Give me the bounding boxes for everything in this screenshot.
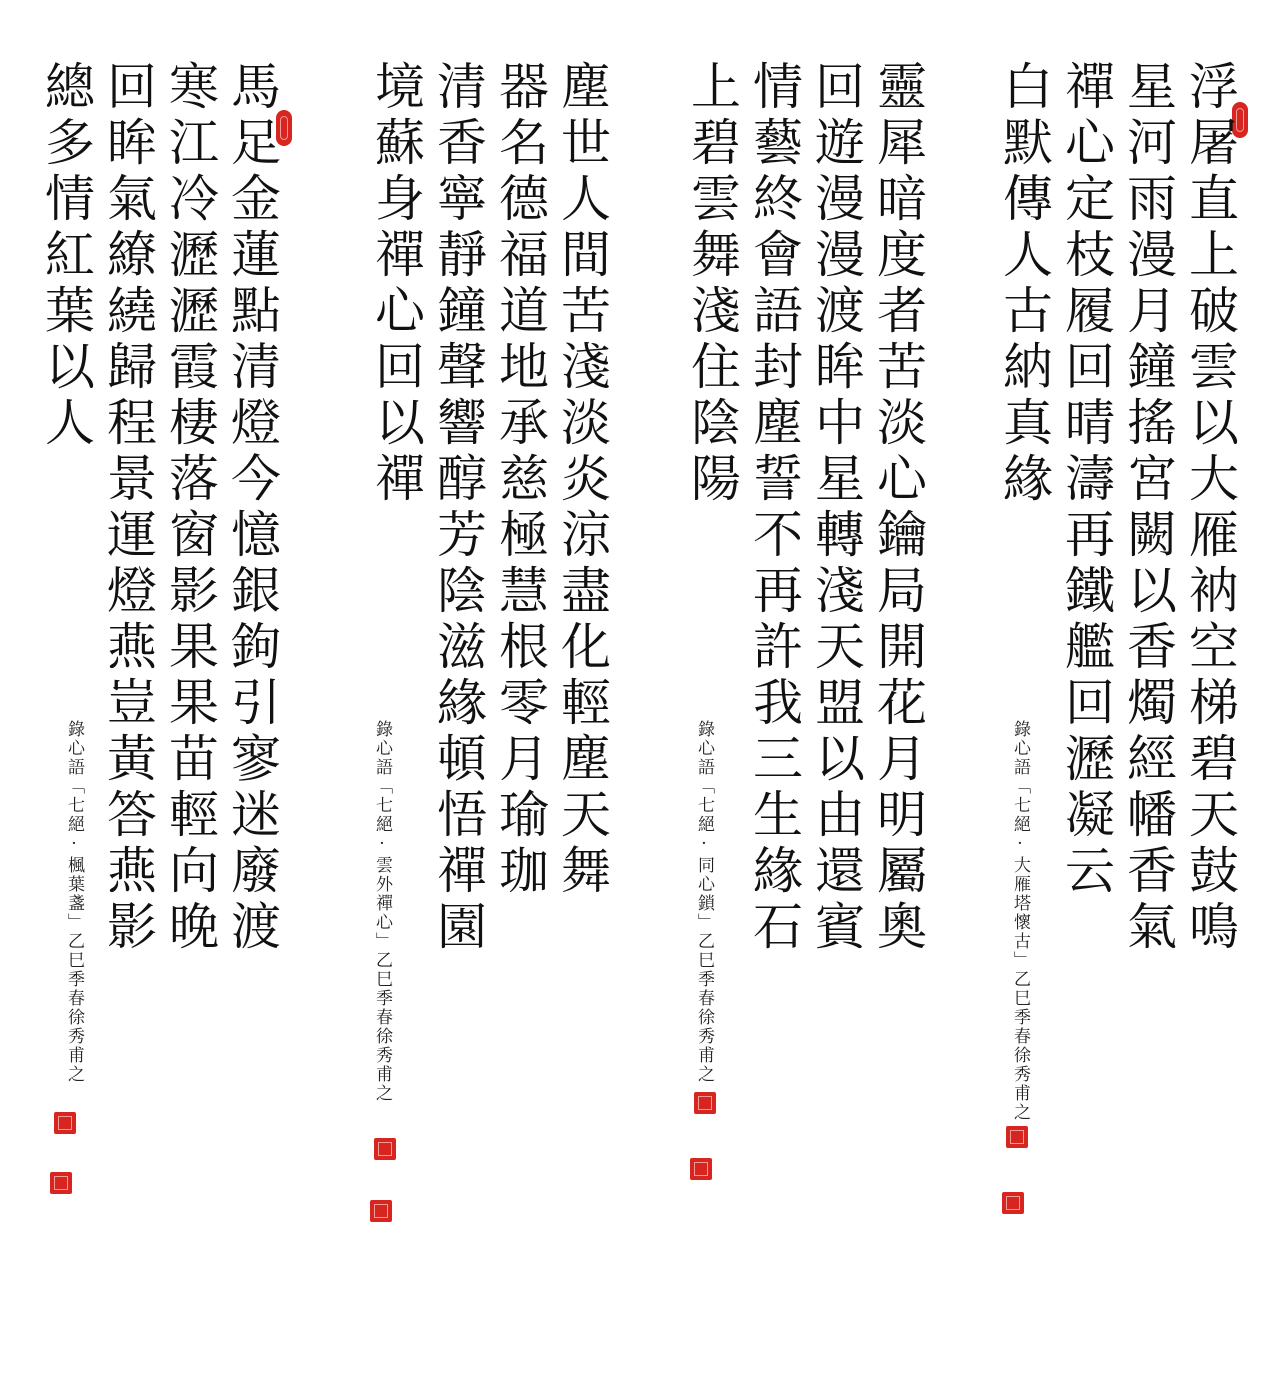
text-column: 回遊漫漫渡眸中星轉淺天盟以由還賓 (807, 60, 865, 956)
text-column: 器名德福道地承慈極慧根零月瑜珈 (491, 60, 549, 900)
text-column: 星河雨漫月鐘搖宮闕以香燭經幡香氣 (1119, 60, 1177, 956)
text-column: 境蘇身禪心回以禪 (367, 60, 425, 508)
text-column: 寒江冷瀝瀝霞棲落窗影果果苗輕向晚 (161, 60, 219, 956)
seal-4b (1002, 1192, 1024, 1214)
text-column: 靈犀暗度者苦淡心鑰局開花月明屬奧 (869, 60, 927, 956)
seal-3a (694, 1092, 716, 1114)
seal-3b (690, 1158, 712, 1180)
seal-2a (374, 1138, 396, 1160)
calligraphy-scroll-1 (20, 40, 288, 1330)
calligraphy-scroll-4 (990, 40, 1258, 1330)
text-column: 禪心定枝履回晴濤再鐵艦回瀝凝云 (1057, 60, 1115, 900)
seal-1b (50, 1172, 72, 1194)
text-column: 上碧雲舞淺住陰陽 (683, 60, 741, 508)
text-column: 回眸氣繚繞歸程景運燈燕豈黃答燕影 (99, 60, 157, 956)
inscription: 錄心語「七絕·雲外禪心」乙巳季春徐秀甫之 (372, 720, 392, 1103)
seal-2b (370, 1200, 392, 1222)
inscription: 錄心語「七絕·同心鎖」乙巳季春徐秀甫之 (694, 720, 714, 1084)
inscription: 錄心語「七絕·大雁塔懷古」乙巳季春徐秀甫之 (1010, 720, 1030, 1122)
text-column: 塵世人間苦淺淡炎涼盡化輕塵天舞 (553, 60, 611, 900)
calligraphy-scroll-2 (352, 40, 620, 1330)
text-column: 白默傳人古納真緣 (995, 60, 1053, 508)
inscription: 錄心語「七絕·楓葉盞」乙巳季春徐秀甫之 (64, 720, 84, 1084)
text-column: 清香寧靜鐘聲響醇芳陰滋緣頓悟禪園 (429, 60, 487, 956)
text-column: 情藝終會語封塵誓不再許我三生緣石 (745, 60, 803, 956)
text-column: 總多情紅葉以人 (37, 60, 95, 452)
text-column: 馬足金蓮點清燈今憶銀鉤引寥迷廢渡 (223, 60, 281, 956)
seal-4a (1006, 1126, 1028, 1148)
seal-1a (54, 1112, 76, 1134)
calligraphy-scroll-3 (672, 40, 940, 1330)
text-column: 浮屠直上破雲以大雁衲空梯碧天鼓鳴 (1181, 60, 1239, 956)
